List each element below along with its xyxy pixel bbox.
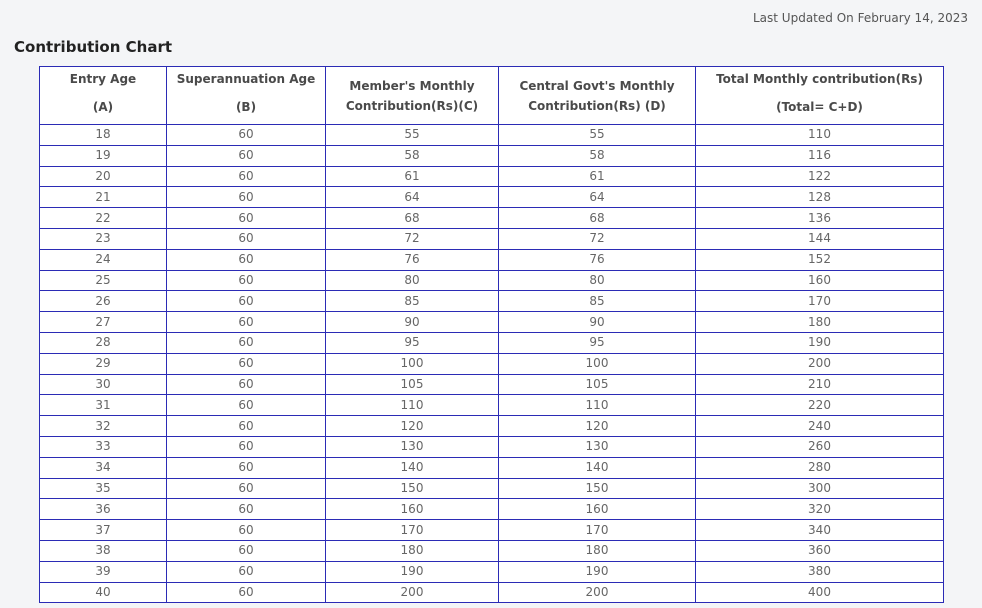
table-row (40, 374, 944, 395)
member-contribution-cell: 68 (326, 208, 499, 229)
total-contribution-cell: 136 (696, 208, 944, 229)
superannuation-age-cell: 60 (167, 332, 326, 353)
entry-age-cell: 25 (40, 270, 167, 291)
govt-contribution-cell: 105 (499, 374, 696, 395)
table-row (40, 353, 944, 374)
govt-contribution-cell: 55 (499, 125, 696, 146)
total-contribution-cell: 300 (696, 478, 944, 499)
table-row (40, 208, 944, 229)
column-header-member-contribution (326, 67, 499, 125)
entry-age-cell: 24 (40, 249, 167, 270)
table-row (40, 332, 944, 353)
superannuation-age-cell: 60 (167, 270, 326, 291)
superannuation-age-cell: 60 (167, 166, 326, 187)
total-contribution-cell: 220 (696, 395, 944, 416)
table-row (40, 291, 944, 312)
entry-age-cell: 20 (40, 166, 167, 187)
member-contribution-cell: 85 (326, 291, 499, 312)
table-row (40, 540, 944, 561)
table-row (40, 145, 944, 166)
entry-age-cell: 38 (40, 540, 167, 561)
entry-age-cell: 29 (40, 353, 167, 374)
total-contribution-cell: 152 (696, 249, 944, 270)
column-header-line2: Contribution(Rs) (D) (528, 98, 666, 113)
member-contribution-cell: 200 (326, 582, 499, 603)
total-contribution-cell: 380 (696, 561, 944, 582)
govt-contribution-cell: 110 (499, 395, 696, 416)
entry-age-cell: 22 (40, 208, 167, 229)
member-contribution-cell: 105 (326, 374, 499, 395)
govt-contribution-cell: 190 (499, 561, 696, 582)
total-contribution-cell: 360 (696, 540, 944, 561)
table-row (40, 457, 944, 478)
table-row (40, 395, 944, 416)
entry-age-cell: 23 (40, 228, 167, 249)
govt-contribution-cell: 85 (499, 291, 696, 312)
entry-age-cell: 34 (40, 457, 167, 478)
govt-contribution-cell: 140 (499, 457, 696, 478)
contribution-table (39, 66, 944, 603)
table-row (40, 520, 944, 541)
entry-age-cell: 32 (40, 416, 167, 437)
govt-contribution-cell: 64 (499, 187, 696, 208)
column-header-superannuation-age (167, 67, 326, 125)
member-contribution-cell: 100 (326, 353, 499, 374)
superannuation-age-cell: 60 (167, 187, 326, 208)
govt-contribution-cell: 200 (499, 582, 696, 603)
entry-age-cell: 30 (40, 374, 167, 395)
superannuation-age-cell: 60 (167, 499, 326, 520)
column-header-line1: Entry Age (69, 71, 137, 86)
entry-age-cell: 28 (40, 332, 167, 353)
member-contribution-cell: 120 (326, 416, 499, 437)
entry-age-cell: 21 (40, 187, 167, 208)
total-contribution-cell: 116 (696, 145, 944, 166)
table-row (40, 582, 944, 603)
superannuation-age-cell: 60 (167, 312, 326, 333)
govt-contribution-cell: 150 (499, 478, 696, 499)
header-row (40, 67, 944, 125)
total-contribution-cell: 400 (696, 582, 944, 603)
entry-age-cell: 31 (40, 395, 167, 416)
column-header-line1: Superannuation Age (176, 71, 316, 86)
column-header-line2: Contribution(Rs)(C) (345, 98, 479, 113)
member-contribution-cell: 95 (326, 332, 499, 353)
superannuation-age-cell: 60 (167, 436, 326, 457)
superannuation-age-cell: 60 (167, 353, 326, 374)
total-contribution-cell: 260 (696, 436, 944, 457)
table-row (40, 561, 944, 582)
superannuation-age-cell: 60 (167, 208, 326, 229)
govt-contribution-cell: 130 (499, 436, 696, 457)
member-contribution-cell: 61 (326, 166, 499, 187)
table-body (40, 125, 944, 603)
superannuation-age-cell: 60 (167, 145, 326, 166)
member-contribution-cell: 64 (326, 187, 499, 208)
govt-contribution-cell: 100 (499, 353, 696, 374)
member-contribution-cell: 90 (326, 312, 499, 333)
govt-contribution-cell: 90 (499, 312, 696, 333)
govt-contribution-cell: 170 (499, 520, 696, 541)
total-contribution-cell: 122 (696, 166, 944, 187)
entry-age-cell: 19 (40, 145, 167, 166)
member-contribution-cell: 76 (326, 249, 499, 270)
member-contribution-cell: 180 (326, 540, 499, 561)
total-contribution-cell: 160 (696, 270, 944, 291)
entry-age-cell: 35 (40, 478, 167, 499)
table-row (40, 249, 944, 270)
superannuation-age-cell: 60 (167, 291, 326, 312)
total-contribution-cell: 180 (696, 312, 944, 333)
superannuation-age-cell: 60 (167, 582, 326, 603)
table-row (40, 416, 944, 437)
superannuation-age-cell: 60 (167, 520, 326, 541)
column-header-govt-contribution (499, 67, 696, 125)
total-contribution-cell: 320 (696, 499, 944, 520)
column-header-line1: Member's Monthly (349, 78, 475, 93)
total-contribution-cell: 144 (696, 228, 944, 249)
page-title: Contribution Chart (14, 38, 173, 56)
govt-contribution-cell: 95 (499, 332, 696, 353)
superannuation-age-cell: 60 (167, 561, 326, 582)
table-header (40, 67, 944, 125)
total-contribution-cell: 240 (696, 416, 944, 437)
table-row (40, 187, 944, 208)
total-contribution-cell: 280 (696, 457, 944, 478)
superannuation-age-cell: 60 (167, 478, 326, 499)
govt-contribution-cell: 68 (499, 208, 696, 229)
member-contribution-cell: 55 (326, 125, 499, 146)
column-header-line2: (A) (92, 99, 114, 114)
entry-age-cell: 18 (40, 125, 167, 146)
entry-age-cell: 39 (40, 561, 167, 582)
member-contribution-cell: 140 (326, 457, 499, 478)
entry-age-cell: 26 (40, 291, 167, 312)
govt-contribution-cell: 76 (499, 249, 696, 270)
superannuation-age-cell: 60 (167, 249, 326, 270)
table-row (40, 312, 944, 333)
member-contribution-cell: 58 (326, 145, 499, 166)
column-header-line1: Total Monthly contribution(Rs) (716, 71, 923, 86)
last-updated-text: Last Updated On February 14, 2023 (753, 11, 968, 25)
superannuation-age-cell: 60 (167, 374, 326, 395)
total-contribution-cell: 170 (696, 291, 944, 312)
column-header-total-contribution (696, 67, 944, 125)
govt-contribution-cell: 61 (499, 166, 696, 187)
column-header-line1: Central Govt's Monthly (519, 78, 675, 93)
table-row (40, 228, 944, 249)
total-contribution-cell: 340 (696, 520, 944, 541)
member-contribution-cell: 190 (326, 561, 499, 582)
govt-contribution-cell: 58 (499, 145, 696, 166)
superannuation-age-cell: 60 (167, 395, 326, 416)
column-header-entry-age (40, 67, 167, 125)
member-contribution-cell: 160 (326, 499, 499, 520)
member-contribution-cell: 72 (326, 228, 499, 249)
govt-contribution-cell: 160 (499, 499, 696, 520)
table-row (40, 125, 944, 146)
column-header-line2: (Total= C+D) (776, 99, 863, 114)
column-header-line2: (B) (235, 99, 257, 114)
superannuation-age-cell: 60 (167, 416, 326, 437)
entry-age-cell: 37 (40, 520, 167, 541)
entry-age-cell: 40 (40, 582, 167, 603)
entry-age-cell: 27 (40, 312, 167, 333)
member-contribution-cell: 130 (326, 436, 499, 457)
table-row (40, 436, 944, 457)
superannuation-age-cell: 60 (167, 228, 326, 249)
table-row (40, 166, 944, 187)
table-row (40, 499, 944, 520)
total-contribution-cell: 210 (696, 374, 944, 395)
table-row (40, 478, 944, 499)
total-contribution-cell: 200 (696, 353, 944, 374)
superannuation-age-cell: 60 (167, 457, 326, 478)
total-contribution-cell: 128 (696, 187, 944, 208)
total-contribution-cell: 190 (696, 332, 944, 353)
govt-contribution-cell: 180 (499, 540, 696, 561)
total-contribution-cell: 110 (696, 125, 944, 146)
entry-age-cell: 33 (40, 436, 167, 457)
member-contribution-cell: 110 (326, 395, 499, 416)
govt-contribution-cell: 80 (499, 270, 696, 291)
member-contribution-cell: 80 (326, 270, 499, 291)
govt-contribution-cell: 72 (499, 228, 696, 249)
table-row (40, 270, 944, 291)
superannuation-age-cell: 60 (167, 125, 326, 146)
superannuation-age-cell: 60 (167, 540, 326, 561)
govt-contribution-cell: 120 (499, 416, 696, 437)
member-contribution-cell: 170 (326, 520, 499, 541)
member-contribution-cell: 150 (326, 478, 499, 499)
entry-age-cell: 36 (40, 499, 167, 520)
